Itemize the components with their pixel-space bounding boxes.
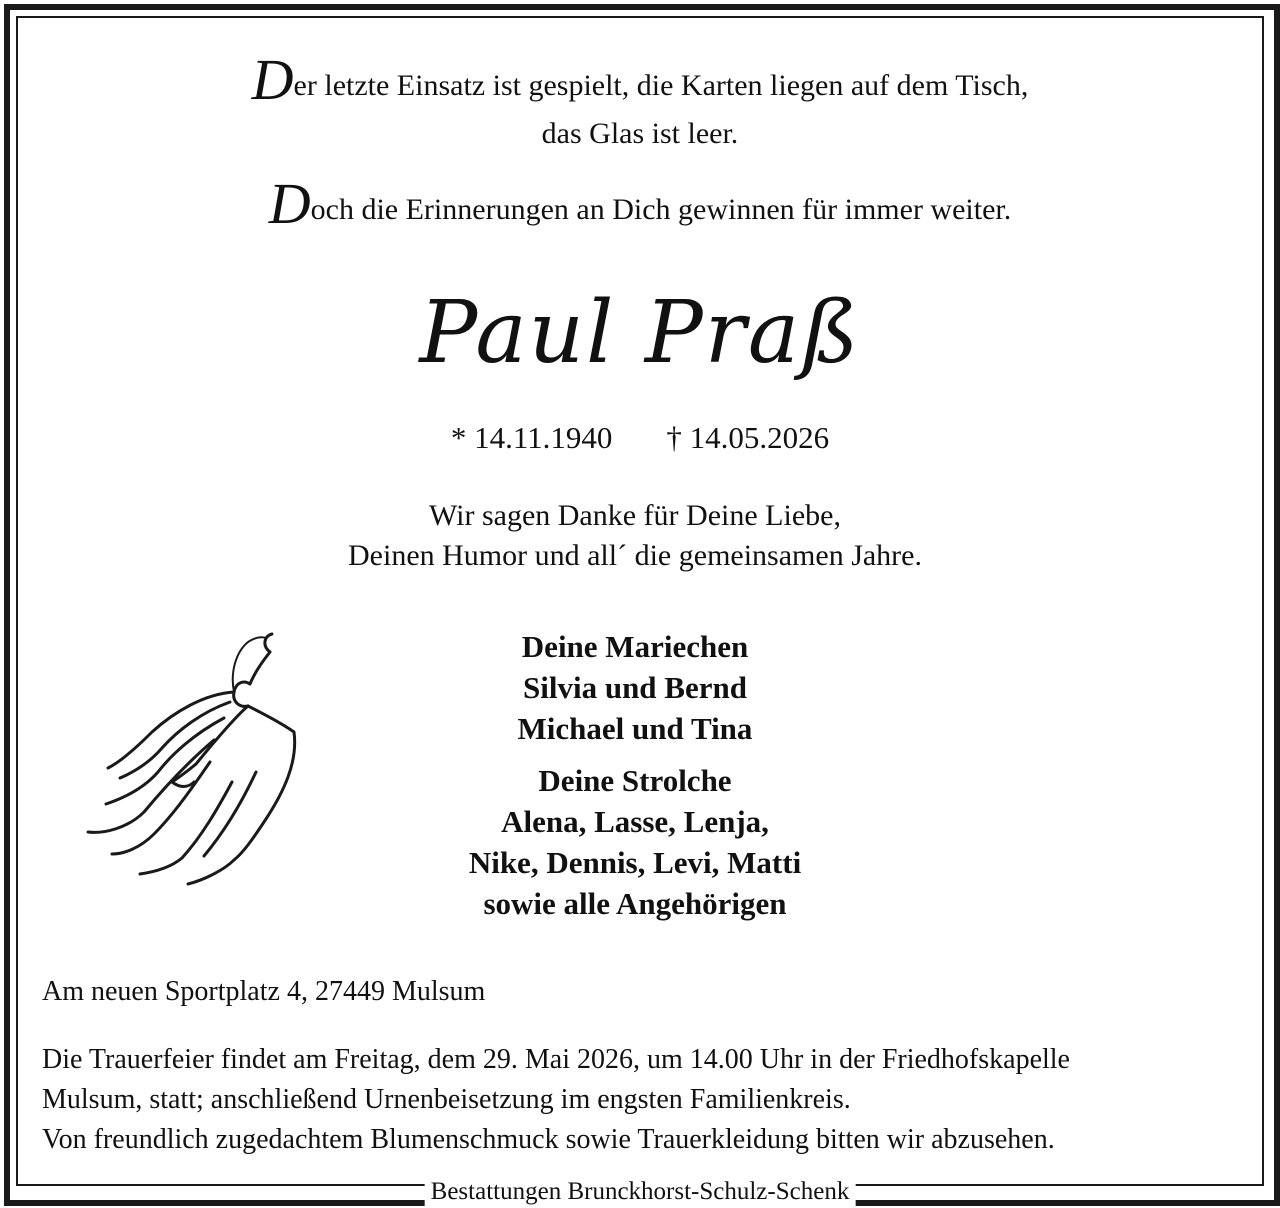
address: Am neuen Sportplatz 4, 27449 Mulsum (42, 976, 486, 1007)
poem-closing (0, 171, 1280, 236)
death-date: † 14.05.2026 (666, 420, 830, 455)
thanks-text (0, 496, 1270, 576)
family-line: Alena, Lasse, Lenja, (501, 804, 769, 839)
poem-line-3: Doch die Erinnerungen an Dich gewinnen für immer weiter. (268, 171, 1012, 236)
funeral-home-credit: Bestattungen Brunckhorst-Schulz-Schenk (425, 1176, 856, 1208)
poem-line-2: das Glas ist leer. (541, 117, 739, 150)
info-line-2: Mulsum, statt; anschließend Urnenbeisetzung im engsten Familienkreis. (42, 1084, 851, 1115)
dropcap: D (251, 47, 294, 112)
life-dates (0, 416, 1280, 460)
family-line: sowie alle Angehörigen (483, 886, 787, 921)
info-line-3: Von freundlich zugedachtem Blumenschmuck sowie Trauerkleidung bitten wir abzusehen. (42, 1124, 1055, 1155)
poem (0, 47, 1280, 158)
family-line: Silvia und Bernd (523, 670, 747, 705)
family-line: Michael und Tina (517, 711, 753, 746)
thanks-line-1: Wir sagen Danke für Deine Liebe, (429, 499, 841, 532)
birth-date: * 14.11.1940 (450, 420, 613, 455)
funeral-info (42, 1040, 1242, 1160)
family-group-2 (0, 760, 1270, 924)
poem-line-1: Der letzte Einsatz ist gespielt, die Karten liegen auf dem Tisch, (251, 47, 1029, 112)
thanks-line-2: Deinen Humor und all´ die gemeinsamen Jahre. (348, 539, 922, 572)
family-line: Deine Strolche (538, 763, 732, 798)
deceased-name: Paul Praß (419, 283, 861, 383)
dropcap: D (268, 171, 311, 236)
family-group-1 (0, 626, 1270, 749)
family-line: Nike, Dennis, Levi, Matti (468, 845, 802, 880)
info-line-1: Die Trauerfeier findet am Freitag, dem 29. Mai 2026, um 14.00 Uhr in der Friedhofskapelle (42, 1044, 1070, 1075)
family-line: Deine Mariechen (521, 629, 749, 664)
